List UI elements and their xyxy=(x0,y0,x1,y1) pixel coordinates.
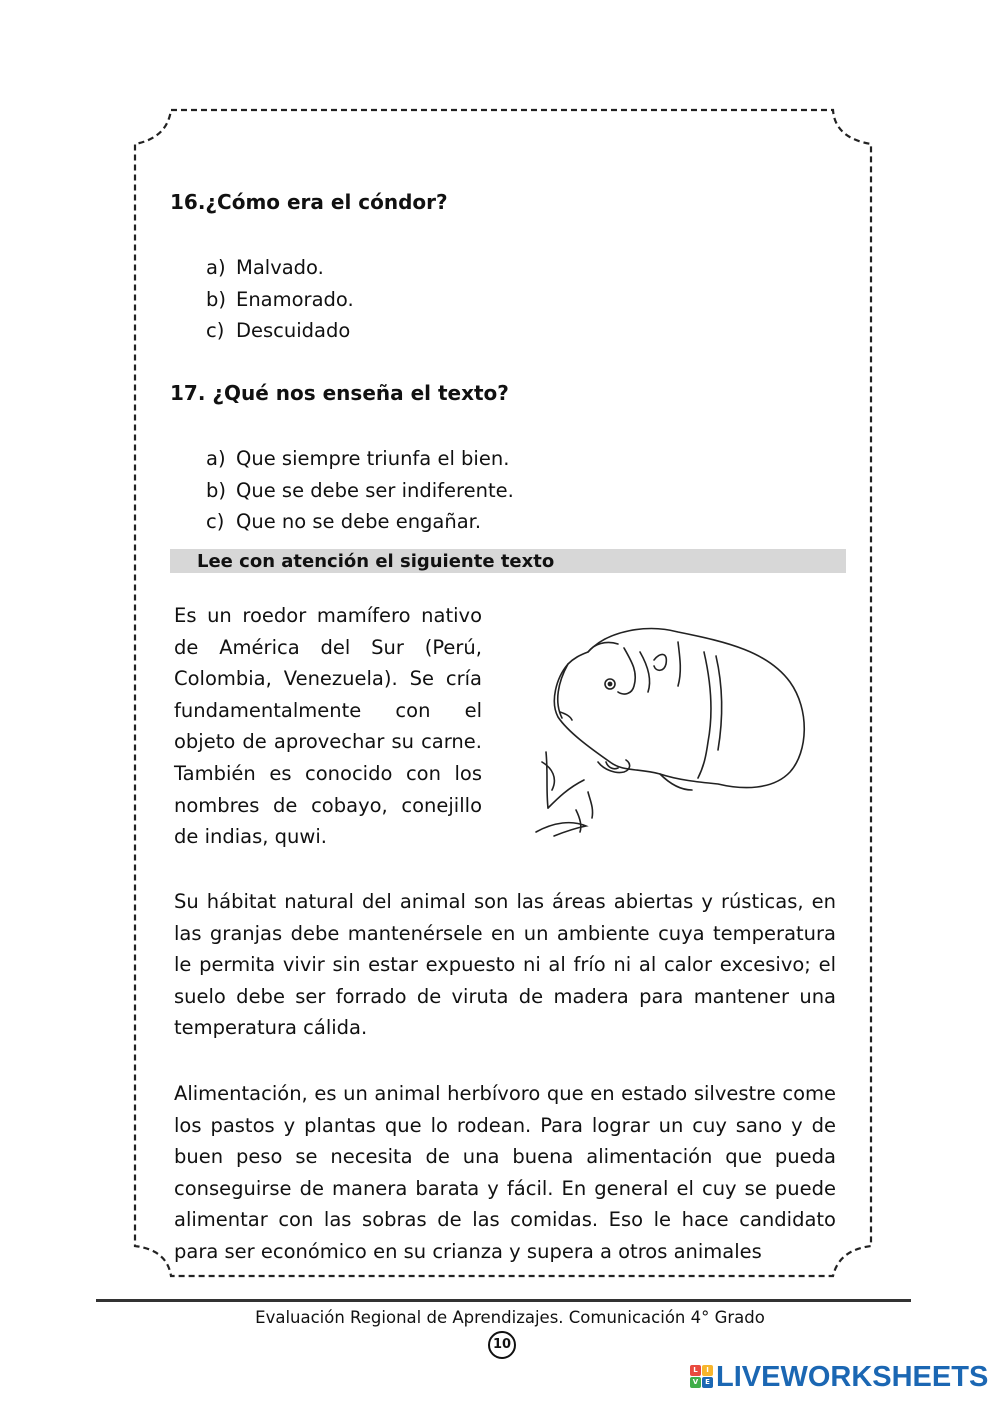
section-header: Lee con atención el siguiente texto xyxy=(170,549,846,573)
liveworksheets-mark-icon: L I V E xyxy=(690,1365,714,1389)
footer-divider xyxy=(96,1299,911,1302)
page-number: 10 xyxy=(488,1331,516,1359)
liveworksheets-wordmark: LIVEWORKSHEETS xyxy=(716,1360,989,1393)
reading-habitat-paragraph: Su hábitat natural del animal son las áreas abiertas y rústicas, en las granjas debe mantenérsele en un ambiente cuya temperatura le permita vivir sin estar expuesto ni al frío ni al calor excesivo; el suelo debe ser forrado de viruta de madera para mantener una temperatura cálida. xyxy=(174,890,836,1040)
guinea-pig-illustration xyxy=(528,622,818,852)
reading-intro-paragraph: Es un roedor mamífero nativo de América del Sur (Perú, Colombia, Venezuela). Se cría fundamentalmente con el objeto de aprovechar su carne. También es conocido con los nombres de cobayo, conejillo de indias, quwi. xyxy=(174,604,482,849)
question-17: 17. ¿Qué nos enseña el texto? xyxy=(170,381,509,405)
option-b[interactable]: b) Que se debe ser indiferente. xyxy=(206,478,514,502)
liveworksheets-logo[interactable] xyxy=(690,1362,988,1392)
reading-feeding-paragraph: Alimentación, es un animal herbívoro que en estado silvestre come los pastos y plantas que lo rodean. Para lograr un cuy sano y de buen peso se necesita de una buena alimentación que pueda conseguirse de manera barata y fácil. En general el cuy se puede alimentar con las sobras de las comidas. Eso le hace candidato para ser económico en su crianza y supera a otros animales xyxy=(174,1082,836,1263)
question-17-options xyxy=(206,443,514,538)
footer-title: Evaluación Regional de Aprendizajes. Comunicación 4° Grado xyxy=(255,1308,765,1327)
option-c[interactable]: c) Descuidado xyxy=(206,319,351,342)
option-a[interactable]: a) Malvado. xyxy=(206,256,324,279)
question-16-options xyxy=(206,252,354,347)
question-16: 16.¿Cómo era el cóndor? xyxy=(170,190,448,214)
option-c[interactable]: c) Que no se debe engañar. xyxy=(206,510,482,533)
option-a[interactable]: a) Que siempre triunfa el bien. xyxy=(206,447,510,470)
option-b[interactable]: b) Enamorado. xyxy=(206,287,354,311)
